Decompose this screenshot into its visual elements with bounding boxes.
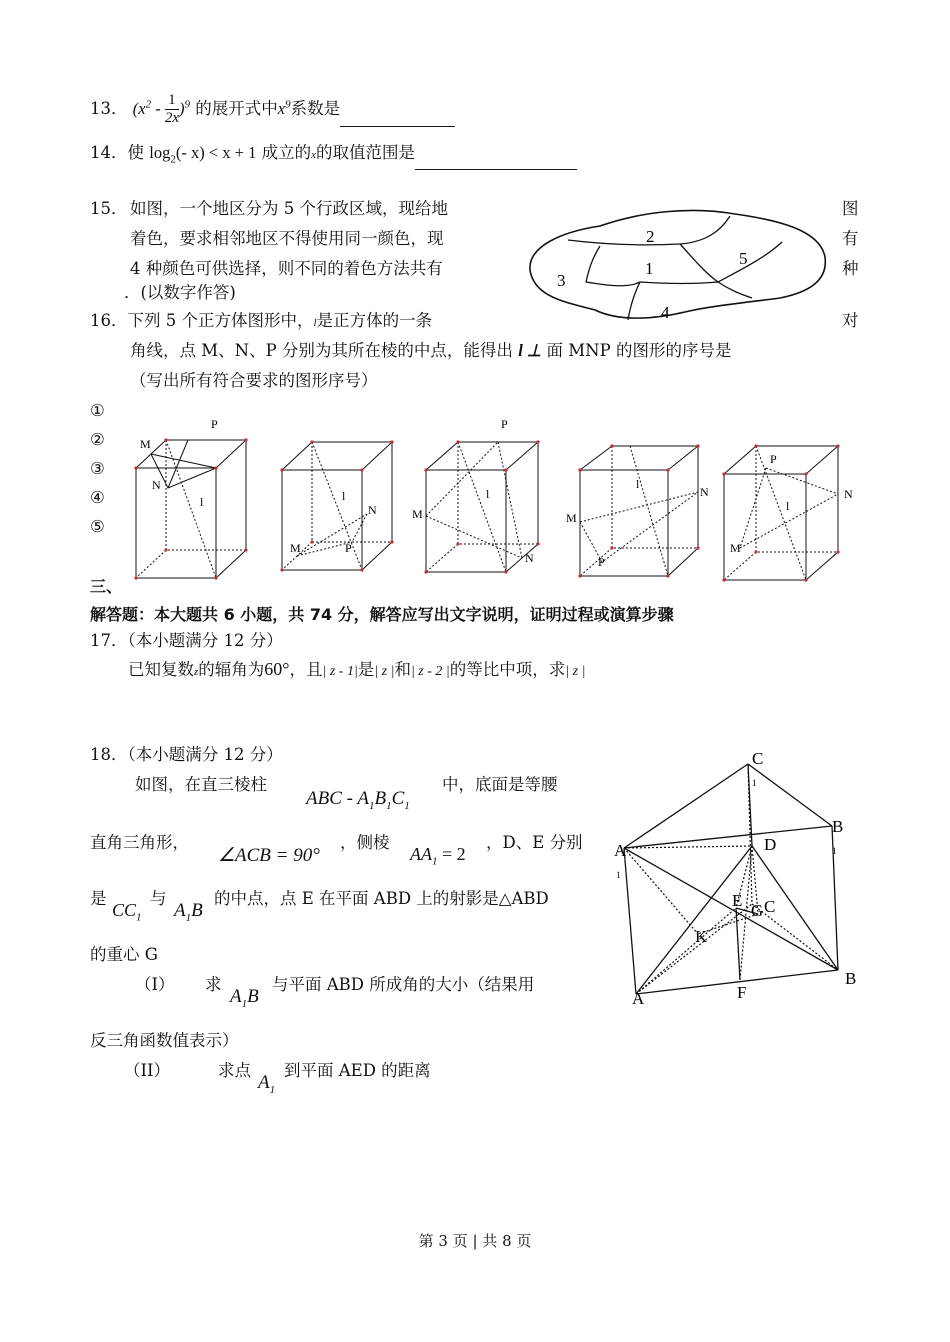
- q18-p1-var-a: A: [230, 986, 242, 1007]
- q18-p2-var-a: A: [258, 1072, 270, 1093]
- q18-part1-a: 求: [205, 975, 222, 994]
- section-heading: 三、: [90, 577, 123, 596]
- q18-part2-label: （II）: [124, 1061, 171, 1080]
- map-border-5: [718, 242, 782, 282]
- q13-paren-close: ): [179, 99, 185, 118]
- q18-a1b-sub: 1: [185, 911, 192, 924]
- q18-part2-b: 到平面 AED 的距离: [284, 1061, 431, 1080]
- circled-5: ⑤: [90, 517, 105, 536]
- q13-power: 9: [184, 98, 190, 111]
- cube5-label-l: l: [786, 499, 790, 513]
- q14-var: x: [311, 149, 316, 161]
- q17-z: z: [194, 666, 199, 678]
- q18-a1b-a: A: [174, 900, 186, 921]
- q18-part2-a: 求点: [218, 1061, 251, 1080]
- q17-t4: 是: [357, 660, 375, 679]
- label-E: E: [732, 891, 743, 910]
- circled-4: ④: [90, 488, 105, 507]
- map-border-4: [640, 282, 718, 284]
- cube1-label-l: l: [200, 495, 204, 509]
- q13-frac-num: 1: [165, 92, 179, 110]
- label-G: G: [751, 901, 764, 920]
- q18-angle: ∠ACB = 90°: [218, 845, 320, 866]
- label-A1: A: [614, 841, 627, 860]
- q13-answer-blank[interactable]: [340, 108, 455, 127]
- q13-number: 13．: [90, 99, 128, 118]
- q18-l2-c: ，D、E 分别: [486, 833, 583, 852]
- q18-aa1: [410, 844, 466, 868]
- label-A: A: [632, 989, 645, 1008]
- q18-prism-a: ABC - A: [306, 788, 369, 809]
- region-map-figure: [520, 202, 830, 326]
- q18-prism-sub3: 1: [404, 799, 410, 812]
- q18-part1-b: 与平面 ABD 所成角的大小（结果用: [272, 975, 535, 994]
- q18-prism: [306, 788, 410, 812]
- cube1-diagonal-l: [166, 440, 216, 578]
- prism-edge-AD: [636, 846, 752, 994]
- q13-expr: [133, 99, 165, 118]
- q18-l2-a: 直角三角形，: [90, 833, 189, 852]
- q14-number: 14．: [90, 143, 128, 162]
- q17-heading: 17．（本小题满分 12 分）: [90, 631, 283, 650]
- q18-part2-var: [258, 1072, 275, 1096]
- q14-text2: 成立的: [261, 143, 312, 162]
- q18-l3-c: 的中点，点 E 在平面 ABD 上的射影是△ABD: [214, 889, 549, 908]
- label-C1: C: [752, 749, 764, 768]
- cube5-label-P: P: [770, 452, 777, 466]
- map-label-4: 4: [661, 303, 670, 322]
- q13-text1: 的展开式中: [195, 99, 278, 118]
- q13-minus: -: [151, 99, 165, 118]
- label-B: B: [845, 969, 857, 988]
- q18-l3-b: 与: [150, 889, 167, 908]
- q18-prism-sub1: 1: [368, 799, 375, 812]
- q15-line1-right: 图: [842, 199, 859, 218]
- prism-hidden-AE: [636, 908, 736, 994]
- cube2-label-l: l: [342, 489, 346, 503]
- q17-abs2: | z |: [374, 664, 395, 679]
- map-outline: [530, 210, 825, 318]
- prism-edge-A1C1: [624, 764, 748, 848]
- q18-l1-a: 如图，在直三棱柱: [135, 775, 267, 794]
- q18-p1-sub: 1: [241, 997, 248, 1010]
- q13-text2: 系数是: [290, 99, 341, 118]
- q16-line2-b: 面 MNP 的图形的序号是: [546, 341, 732, 360]
- q14-text3: 的取值范围是: [315, 143, 415, 162]
- question-16-line2: [130, 340, 731, 362]
- cube4-label-N: N: [700, 485, 709, 499]
- q18-aa1-sub: 1: [432, 855, 438, 868]
- q16-line3: （写出所有符合要求的图形序号）: [130, 371, 378, 390]
- cube1-label-N: N: [152, 478, 161, 492]
- cube2-label-P: P: [345, 541, 352, 555]
- q18-part1-label: （I）: [135, 975, 175, 994]
- prism-edge-A1A: [624, 848, 636, 994]
- q17-abs3: | z - 2 |: [410, 664, 450, 679]
- q15-number: 15．: [90, 199, 128, 218]
- question-13: [90, 92, 455, 127]
- cube5-label-N: N: [844, 487, 853, 501]
- q16-line1-right: 对: [842, 311, 859, 330]
- q13-fraction: [165, 92, 179, 127]
- circled-1: ①: [90, 401, 105, 420]
- q18-p2-sub: 1: [269, 1083, 276, 1096]
- cube3-label-M: M: [412, 507, 423, 521]
- q13-frac-den: 2x: [164, 110, 179, 126]
- q15-line2: 着色，要求相邻地区不得使用同一颜色，现: [130, 229, 444, 248]
- cube2-label-M: M: [290, 541, 301, 555]
- q15-line1: 如图，一个地区分为 5 个行政区域，现给地: [130, 199, 448, 218]
- map-label-2: 2: [646, 227, 655, 246]
- label-B1: B: [832, 817, 844, 836]
- label-B1-sub: 1: [832, 846, 837, 856]
- q18-cc1-sub: 1: [136, 911, 142, 924]
- q16-perp: l ⊥: [518, 341, 542, 360]
- cube1-mnp: [151, 440, 216, 488]
- q14-log: log: [149, 143, 171, 162]
- cube5-label-M: M: [730, 541, 741, 555]
- q15-line2-right: 有: [842, 229, 859, 248]
- cube-figure-2: [274, 430, 406, 580]
- q18-part1-c: 反三角函数值表示）: [90, 1031, 239, 1050]
- q13-square: 2: [145, 98, 152, 111]
- q16-line1-b: 是正方体的一条: [316, 311, 433, 330]
- q17-angle: 60°: [264, 659, 290, 679]
- q14-log-arg: (- x) < x + 1: [175, 143, 257, 162]
- label-F: F: [737, 983, 747, 1002]
- cube3-label-P: P: [501, 417, 508, 431]
- q18-p1-var-b: B: [247, 986, 259, 1007]
- q17-t3: ，且: [289, 660, 323, 679]
- cube-figure-3: [412, 412, 550, 582]
- q14-expr: [149, 143, 257, 166]
- cube-figure-1: [128, 412, 260, 582]
- q14-text1: 使: [127, 143, 144, 162]
- q17-t1: 已知复数: [128, 660, 194, 679]
- q16-number: 16．: [90, 311, 128, 330]
- q18-l3-a: 是: [90, 889, 107, 908]
- q18-cc1-text: CC: [112, 900, 137, 920]
- q18-l2-b: ，侧棱: [340, 833, 390, 852]
- q18-prism-c: C: [391, 788, 405, 809]
- q18-part1-var: [230, 986, 259, 1010]
- cube1-label-M: M: [140, 437, 151, 451]
- prism-figure: [610, 744, 870, 1010]
- q13-x: x: [138, 99, 146, 118]
- q18-l4: 的重心 G: [90, 945, 158, 964]
- q17-t5: 和: [394, 660, 411, 679]
- prism-edge-A1B1: [624, 826, 832, 848]
- cube-figure-5: [716, 440, 858, 582]
- map-label-3: 3: [557, 271, 566, 290]
- q18-prism-sub2: 1: [386, 799, 392, 812]
- page-footer: 第 3 页 | 共 8 页: [418, 1232, 532, 1250]
- map-label-1: 1: [645, 259, 654, 278]
- q18-line1: [135, 774, 267, 796]
- q18-a1b-b: B: [191, 900, 203, 921]
- prism-edge-A1B: [624, 848, 838, 970]
- section-title: 解答题：本大题共 6 小题，共 74 分，解答应写出文字说明，证明过程或演算步骤: [90, 605, 674, 624]
- label-C1-sub: 1: [752, 778, 757, 788]
- q13-var: x: [277, 99, 286, 118]
- q16-line2-a: 角线，点 M、N、P 分别为其所在棱的中点，能得出: [130, 341, 513, 360]
- q15-line3: 4 种颜色可供选择，则不同的着色方法共有: [130, 259, 443, 278]
- q18-heading: 18．（本小题满分 12 分）: [90, 745, 283, 764]
- label-K: K: [695, 927, 708, 946]
- prism-hidden-AC: [636, 904, 752, 994]
- label-D: D: [764, 835, 777, 854]
- cube-figure-4: [562, 440, 714, 582]
- q17-abs4: | z |: [565, 664, 586, 679]
- q18-aa1-text: AA: [410, 844, 432, 864]
- prism-edge-C1B1: [748, 764, 832, 826]
- q17-t6: 的等比中项，求: [449, 660, 566, 679]
- q18-l1-b: 中，底面是等腰: [442, 775, 558, 794]
- q16-line1-a: 下列 5 个正方体图形中，: [127, 311, 314, 330]
- q14-log-base: 2: [170, 153, 176, 166]
- circled-3: ③: [90, 459, 105, 478]
- q17-abs1: | z - 1|: [322, 664, 358, 679]
- q18-cc1: [112, 900, 142, 924]
- cube4-label-P: P: [598, 555, 605, 569]
- label-C: C: [764, 897, 776, 916]
- map-border-4-left: [628, 282, 640, 320]
- cube3-label-l: l: [486, 487, 490, 501]
- q13-var-power: 9: [285, 98, 291, 111]
- prism-edge-EF: [736, 908, 740, 980]
- q17-t2: 的辐角为: [198, 660, 265, 679]
- q18-a1b: [174, 900, 203, 924]
- cube4-label-M: M: [566, 511, 577, 525]
- q16-l-var: l: [313, 317, 317, 329]
- q15-line4: ．(以数字作答): [124, 283, 236, 302]
- question-16-line1: [90, 310, 432, 334]
- label-A1-sub: 1: [616, 870, 621, 880]
- cube1-right: [216, 440, 246, 578]
- q13-paren-open: (: [132, 99, 139, 118]
- cube1-label-P: P: [211, 417, 218, 431]
- cube4-label-l: l: [636, 477, 640, 491]
- cube3-label-N: N: [525, 551, 534, 565]
- q18-aa1-val: = 2: [437, 844, 466, 864]
- q14-answer-blank[interactable]: [415, 151, 577, 170]
- map-border-1-left: [586, 246, 640, 286]
- question-14: [90, 142, 577, 170]
- q18-prism-b: B: [374, 788, 387, 809]
- circled-2: ②: [90, 430, 105, 449]
- prism-hidden-A1K: [624, 848, 698, 934]
- cube2-label-N: N: [368, 503, 377, 517]
- map-label-5: 5: [739, 249, 748, 268]
- q15-line3-right: 种: [842, 259, 859, 278]
- q17-body: [128, 658, 585, 683]
